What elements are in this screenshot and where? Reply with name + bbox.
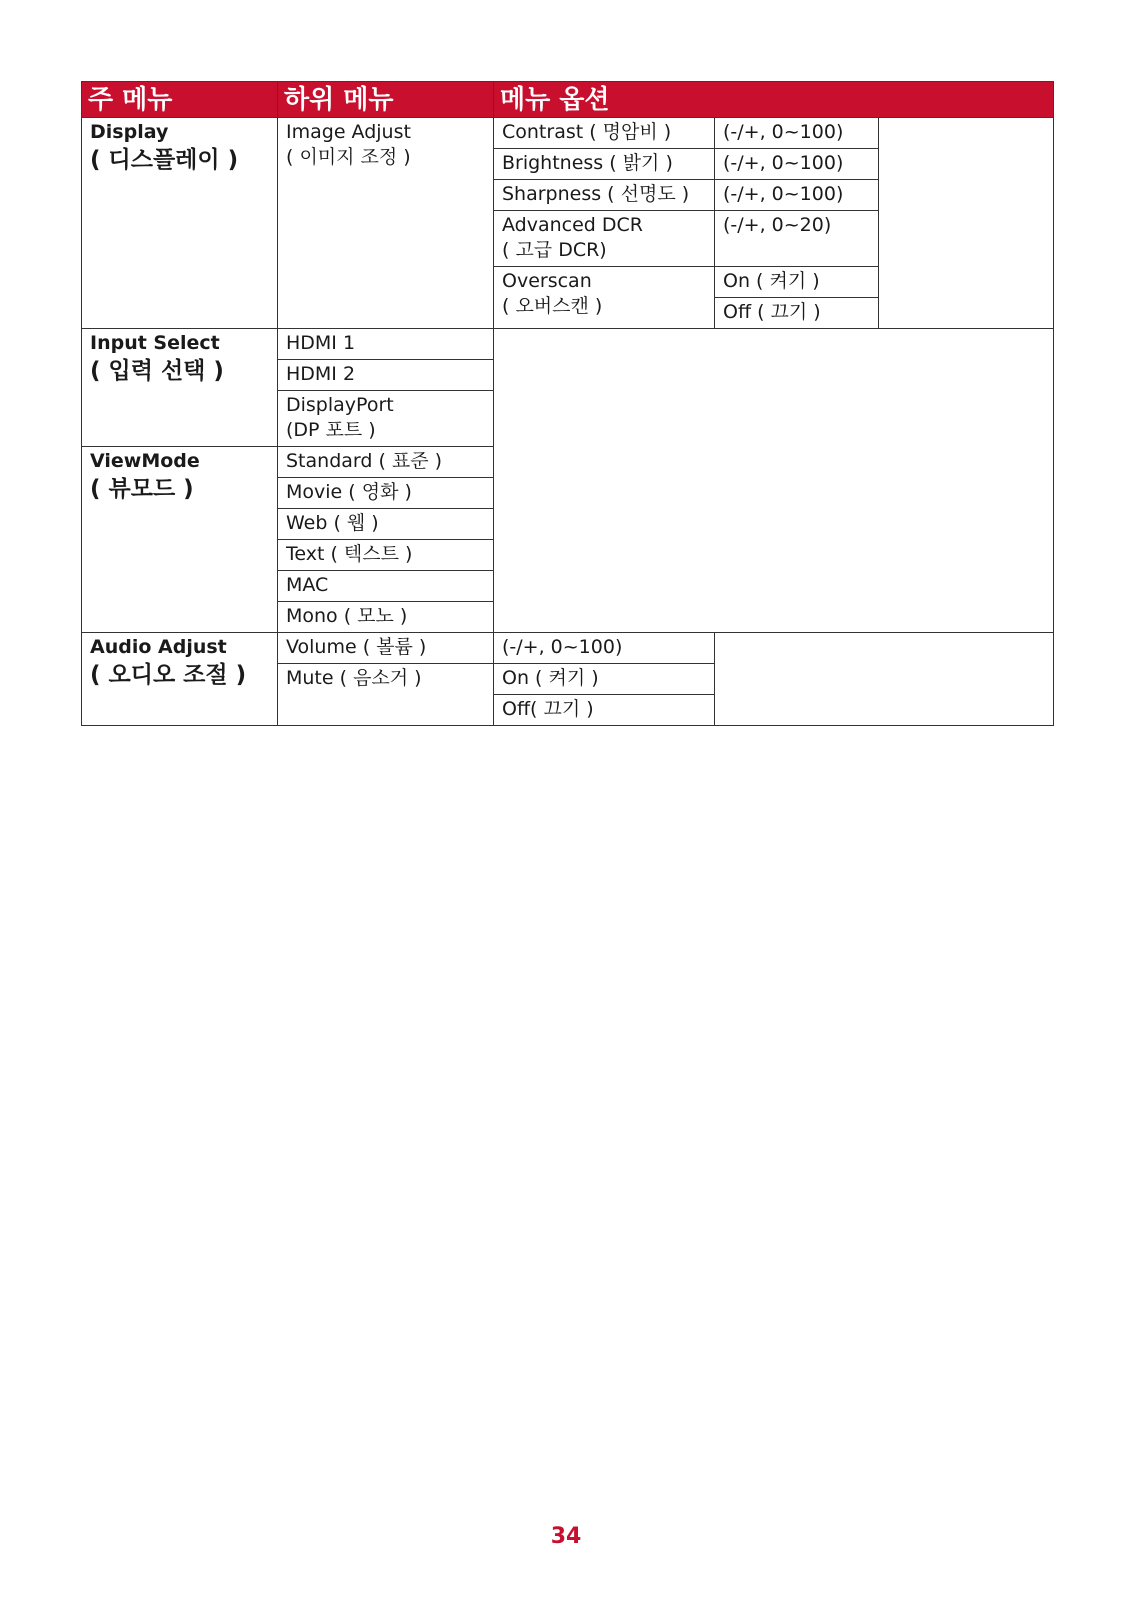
option-brightness-range: (-/+, 0~100) [715, 149, 879, 180]
option-advanced-dcr-range: (-/+, 0~20) [715, 211, 879, 267]
sub-menu-hdmi1: HDMI 1 [278, 329, 494, 360]
option-mute-on: On ( 켜기 ) [494, 664, 715, 695]
main-menu-label-kr: ( 오디오 조절 ) [90, 662, 247, 688]
option-mute-off: Off( 끄기 ) [494, 695, 715, 726]
sub-menu-mac: MAC [278, 571, 494, 602]
menu-table [81, 81, 1054, 726]
table-row [82, 329, 1054, 360]
option-label-kr: ( 고급 DCR) [502, 239, 607, 261]
option-sharpness: Sharpness ( 선명도 ) [494, 180, 715, 211]
main-menu-label: Input Select [90, 332, 220, 354]
option-volume-range: (-/+, 0~100) [494, 633, 715, 664]
blank-cell [494, 329, 1054, 633]
sub-menu-label: DisplayPort [286, 394, 394, 416]
header-row [82, 82, 1054, 118]
blank-cell [715, 633, 1054, 726]
header-sub-menu: 하위 메뉴 [278, 82, 494, 118]
main-menu-viewmode [82, 447, 278, 633]
sub-menu-mute: Mute ( 음소거 ) [278, 664, 494, 726]
sub-menu-label: Image Adjust [286, 121, 411, 143]
sub-menu-image-adjust [278, 118, 494, 329]
main-menu-label: ViewMode [90, 450, 200, 472]
option-advanced-dcr [494, 211, 715, 267]
main-menu-input-select [82, 329, 278, 447]
header-menu-options: 메뉴 옵션 [494, 82, 1054, 118]
main-menu-label: Display [90, 121, 169, 143]
option-label: Overscan [502, 270, 592, 292]
main-menu-display [82, 118, 278, 329]
option-sharpness-range: (-/+, 0~100) [715, 180, 879, 211]
page-number: 34 [550, 1524, 582, 1549]
option-overscan-on: On ( 켜기 ) [715, 267, 879, 298]
table-row [82, 633, 1054, 664]
main-menu-label: Audio Adjust [90, 636, 227, 658]
option-contrast: Contrast ( 명암비 ) [494, 118, 715, 149]
option-label: Advanced DCR [502, 214, 643, 236]
main-menu-audio-adjust [82, 633, 278, 726]
option-overscan [494, 267, 715, 329]
option-label-kr: ( 오버스캔 ) [502, 295, 603, 317]
header-main-menu: 주 메뉴 [82, 82, 278, 118]
option-overscan-off: Off ( 끄기 ) [715, 298, 879, 329]
sub-menu-standard: Standard ( 표준 ) [278, 447, 494, 478]
sub-menu-volume: Volume ( 볼륨 ) [278, 633, 494, 664]
sub-menu-displayport [278, 391, 494, 447]
sub-menu-label-kr: ( 이미지 조정 ) [286, 146, 411, 168]
sub-menu-mono: Mono ( 모노 ) [278, 602, 494, 633]
blank-cell [879, 118, 1054, 329]
sub-menu-movie: Movie ( 영화 ) [278, 478, 494, 509]
sub-menu-web: Web ( 웹 ) [278, 509, 494, 540]
main-menu-label-kr: ( 뷰모드 ) [90, 476, 194, 502]
sub-menu-text: Text ( 텍스트 ) [278, 540, 494, 571]
sub-menu-label-kr: (DP 포트 ) [286, 419, 376, 441]
table-row [82, 118, 1054, 149]
option-brightness: Brightness ( 밝기 ) [494, 149, 715, 180]
main-menu-label-kr: ( 디스플레이 ) [90, 147, 239, 173]
sub-menu-hdmi2: HDMI 2 [278, 360, 494, 391]
option-contrast-range: (-/+, 0~100) [715, 118, 879, 149]
main-menu-label-kr: ( 입력 선택 ) [90, 358, 224, 384]
